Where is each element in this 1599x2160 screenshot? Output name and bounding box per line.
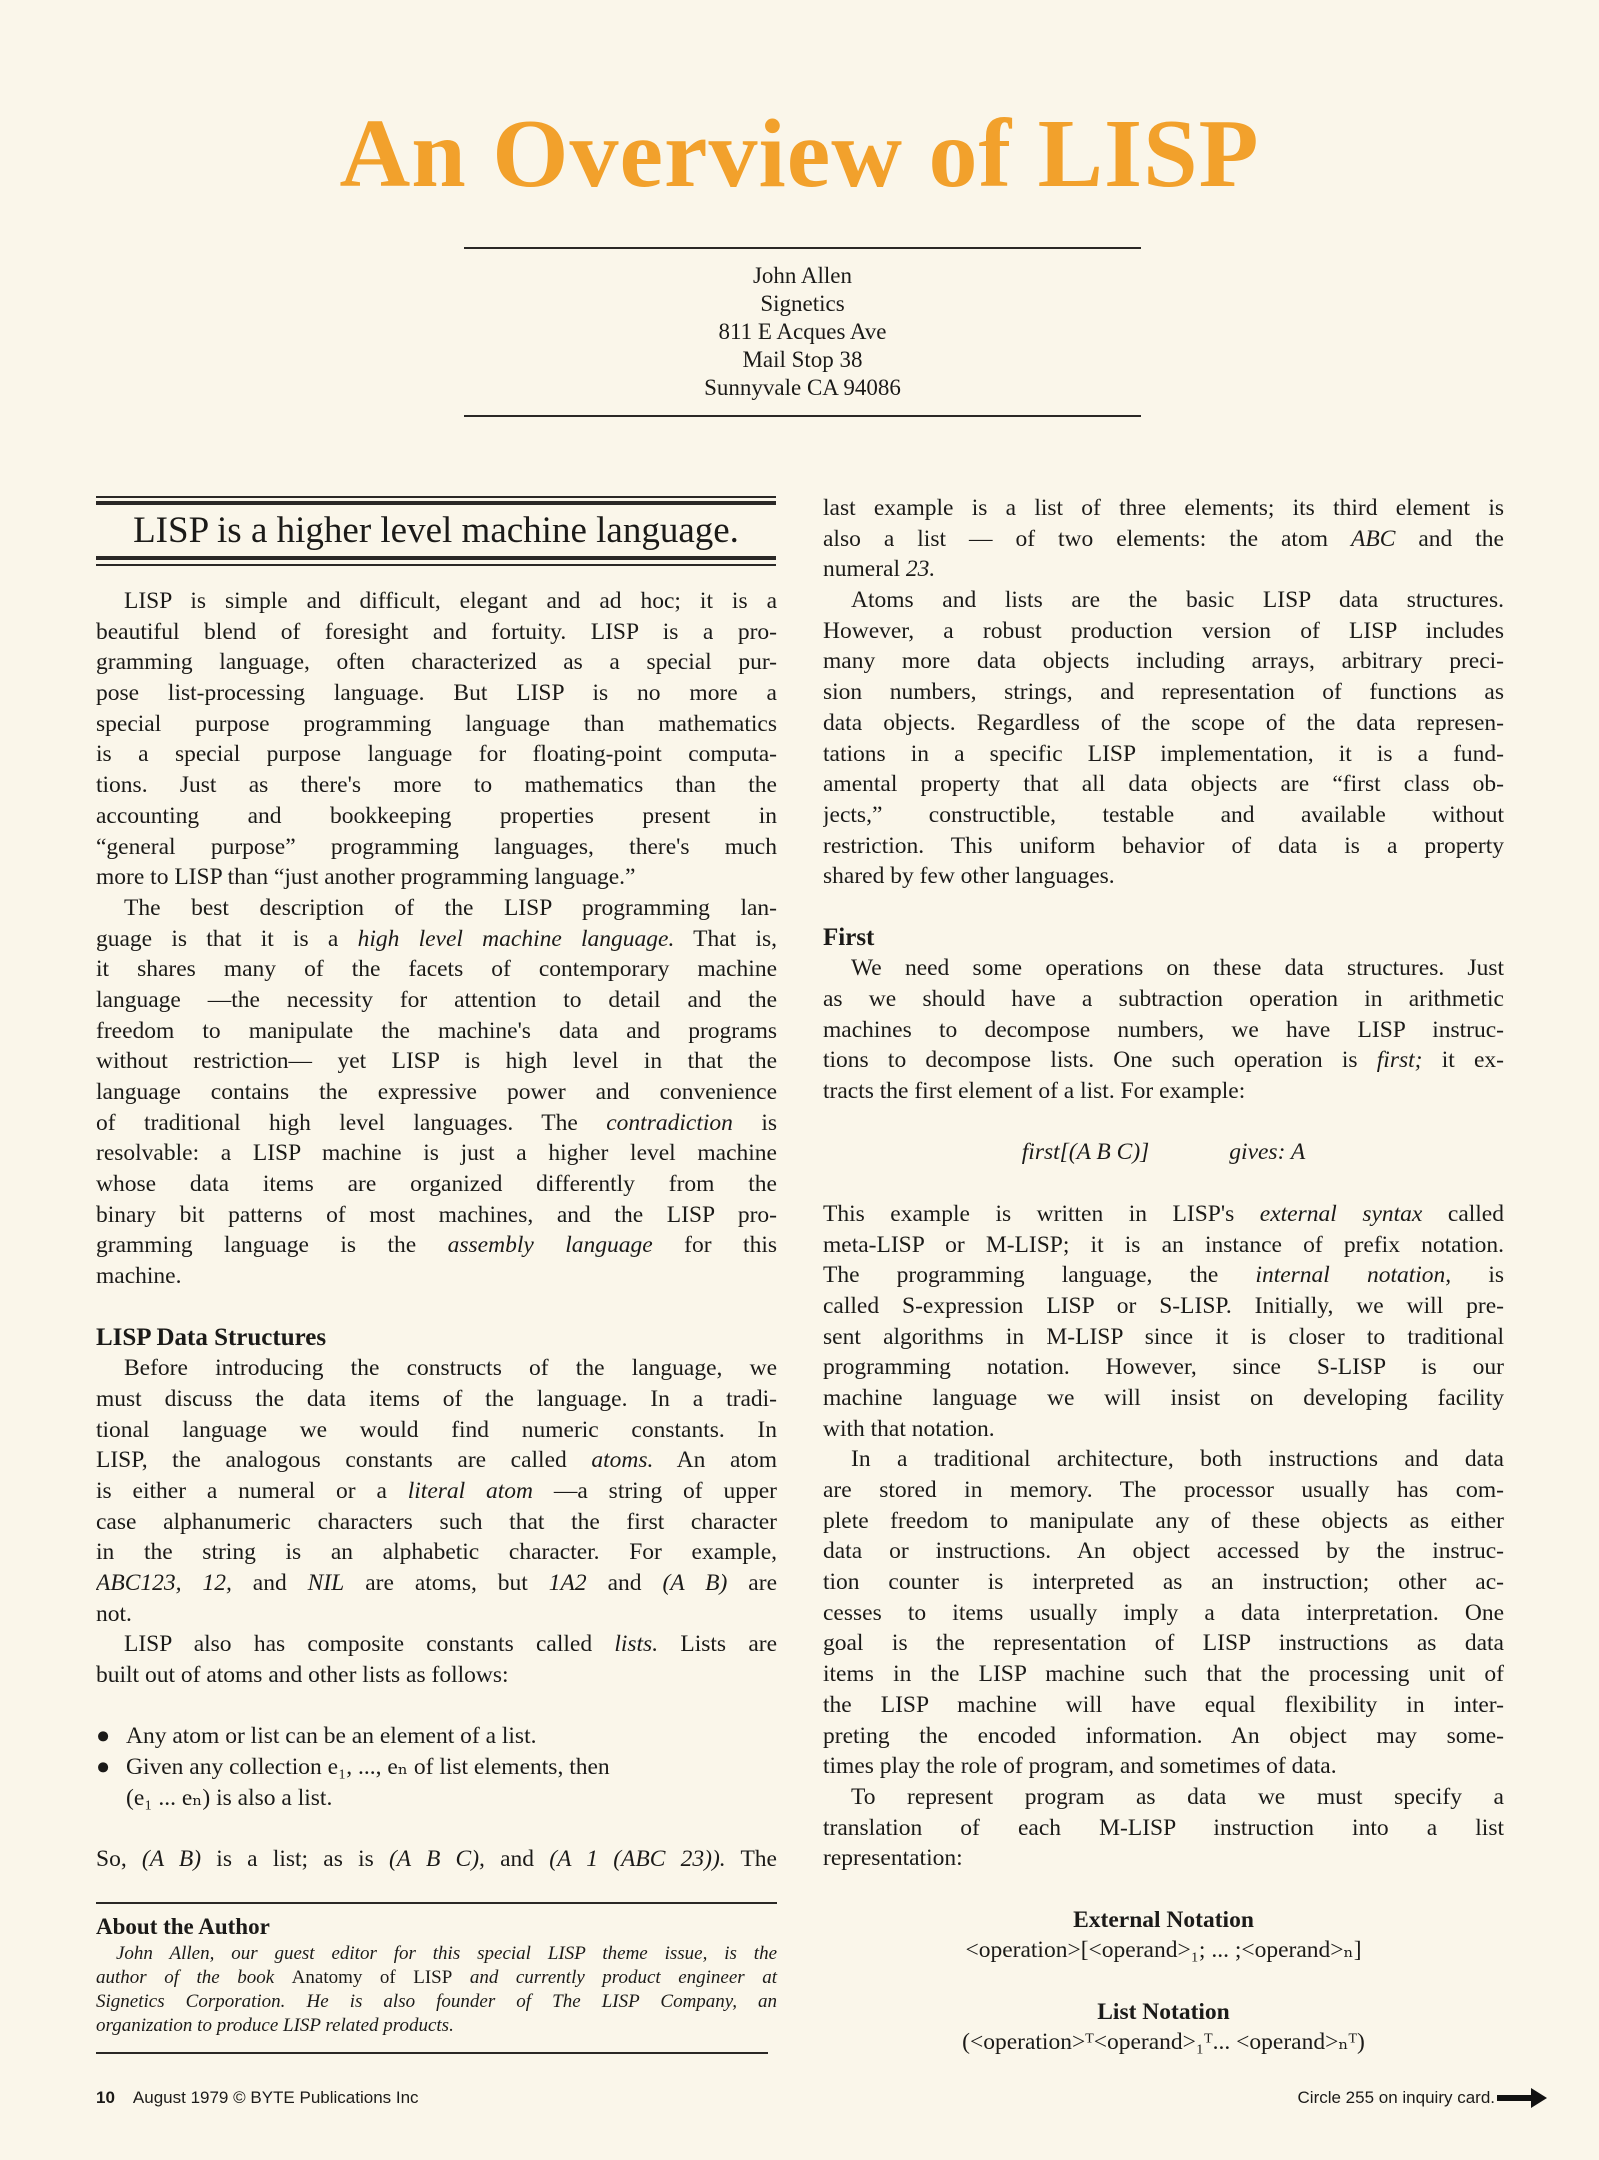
paragraph-line: The programming language, the internal notation, is [823,1262,1504,1289]
paragraph-line: the LISP machine will have equal flexibility in inter- [823,1691,1504,1718]
paragraph-line: cesses to items usually imply a data interpretation. One [823,1599,1504,1626]
paragraph-line: with that notation. [823,1415,995,1442]
paragraph-line: programming notation. However, since S-LISP is our [823,1354,1504,1381]
section-heading: First [823,923,875,951]
paragraph-line: sent algorithms in M-LISP since it is closer to traditional [823,1323,1504,1350]
paragraph-line: shared by few other languages. [823,863,1115,890]
paragraph-line: without restriction— yet LISP is high level in that the [96,1048,777,1075]
paragraph-line: translation of each M-LISP instruction into a list [823,1814,1504,1841]
spacer [823,1874,1504,1905]
paragraph-line: times play the role of program, and sometimes of data. [823,1753,1337,1780]
paragraph-line: also a list — of two elements: the atom ABC and the [823,525,1504,552]
paragraph-line: machine language we will insist on developing facility [823,1384,1504,1411]
headline-rule-bottom-thick [96,556,776,560]
paragraph-line: data or instructions. An object accessed by the instruc- [823,1538,1504,1565]
paragraph-line: not. [96,1600,132,1627]
left-column [96,586,777,1875]
article-title: An Overview of LISP [339,100,1260,208]
paragraph-line: in the string is an alphabetic character. For example, [96,1539,777,1566]
paragraph-line: beautiful blend of foresight and fortuity. LISP is a pro- [96,618,777,645]
paragraph-line: is either a numeral or a literal atom —a string of upper [96,1477,777,1504]
paragraph-line: machines to decompose numbers, we have LISP instruc- [823,1016,1504,1043]
paragraph-line: must discuss the data items of the language. In a tradi- [96,1385,777,1412]
footer-right [1298,2088,1533,2108]
notation-heading: External Notation [1073,1906,1254,1933]
paragraph-line: freedom to manipulate the machine's data and programs [96,1017,777,1044]
spacer [96,1691,777,1722]
divider [464,415,1141,417]
paragraph-line: gramming language is the assembly language for this [96,1232,777,1259]
bullet-item-line [96,1783,777,1814]
paragraph-line: machine. [96,1263,182,1290]
paragraph-line: sion numbers, strings, and representation of functions as [823,679,1504,706]
author-mailstop: Mail Stop 38 [742,347,863,372]
paragraph-line: tion counter is interpreted as an instruction; other ac- [823,1569,1504,1596]
paragraph-line: plete freedom to manipulate any of these objects as either [823,1507,1504,1534]
paragraph-line: pose list-processing language. But LISP is no more a [96,680,777,707]
paragraph-line: case alphanumeric characters such that the first character [96,1508,777,1535]
spacer [823,1168,1504,1199]
author-city: Sunnyvale CA 94086 [704,375,901,400]
paragraph-line: amental property that all data objects are “first class ob- [823,771,1504,798]
about-line: author of the book Anatomy of LISP and currently product engineer at [96,1967,777,1988]
paragraph-line: more to LISP than “just another programming language.” [96,864,636,891]
paragraph-line: binary bit patterns of most machines, and the LISP pro- [96,1201,777,1228]
about-heading: About the Author [96,1914,270,1939]
about-line: organization to produce LISP related products. [96,2015,454,2036]
paragraph-line: Atoms and lists are the basic LISP data structures. [851,587,1504,614]
divider [96,1902,777,1904]
paragraph-line: of traditional high level languages. The contradiction is [96,1109,777,1136]
example-formula [823,1137,1504,1168]
notation-heading: List Notation [1097,1998,1230,2025]
headline-rule-bottom [96,564,776,566]
paragraph-line: resolvable: a LISP machine is just a higher level machine [96,1140,777,1167]
spacer [823,1107,1504,1138]
spacer [823,892,1504,923]
author-company: Signetics [760,291,845,316]
headline-rule-top-thick [96,501,776,505]
paragraph-line: jects,” constructible, testable and available without [823,801,1504,828]
formula-part: first[(A B C)] [1021,1139,1150,1166]
paragraph-line: language —the necessity for attention to detail and the [96,986,777,1013]
paragraph-line: representation: [823,1845,963,1872]
paragraph-line: LISP is simple and difficult, elegant and ad hoc; it is a [124,588,777,614]
paragraph-line: ABC123, 12, and NIL are atoms, but 1A2 and (A B) are [96,1570,777,1596]
bullet-item-line [96,1752,777,1783]
author-name: John Allen [752,263,853,288]
paragraph-line: So, (A B) is a list; as is (A B C), and (A 1 (ABC 23)). The [96,1846,777,1873]
author-street: 811 E Acques Ave [718,319,887,344]
paragraph-line: language contains the expressive power and convenience [96,1079,777,1105]
section-heading: LISP Data Structures [96,1323,327,1351]
paragraph-line: We need some operations on these data structures. Just [851,955,1504,982]
paragraph-line: is a special purpose language for floating-point computa- [96,741,777,768]
paragraph-line: restriction. This uniform behavior of data is a property [823,832,1504,859]
paragraph-line: gramming language, often characterized as a special pur- [96,649,777,676]
spacer [823,1966,1504,1997]
paragraph-line: called S-expression LISP or S-LISP. Initially, we will pre- [823,1292,1504,1319]
paragraph-line: it shares many of the facets of contemporary machine [96,956,777,983]
paragraph-line: LISP also has composite constants called lists. Lists are [124,1631,777,1658]
paragraph-line: are stored in memory. The processor usually has com- [823,1477,1504,1503]
paragraph-line: guage is that it is a high level machine language. That is, [96,925,777,952]
paragraph-line: To represent program as data we must specify a [851,1783,1504,1810]
paragraph-line: whose data items are organized differently from the [96,1171,777,1198]
spacer [96,1292,777,1323]
paragraph-line: “general purpose” programming languages, there's much [96,833,777,860]
about-line: John Allen, our guest editor for this special LISP theme issue, is the [116,1943,777,1964]
paragraph-line: tations in a specific LISP implementation, it is a fund- [823,740,1504,767]
paragraph-line: many more data objects including arrays, arbitrary preci- [823,648,1504,675]
paragraph-line: tions. Just as there's more to mathematics than the [96,772,777,799]
bullet-item-line [96,1721,777,1752]
paragraph-line: Before introducing the constructs of the language, we [124,1355,777,1382]
paragraph-line: tracts the first element of a list. For example: [823,1078,1246,1105]
footer-left [96,2088,419,2108]
notation-formula: <operation>[<operand>₁; ... ;<operand>ₙ] [965,1937,1362,1964]
about-the-author [96,1902,777,2054]
bullet-text: Given any collection e₁, ..., eₙ of list elements, then [126,1754,610,1781]
page-number: 10 [96,2088,115,2107]
bullet-text: Any atom or list can be an element of a list. [126,1723,537,1750]
paragraph-line: last example is a list of three elements; its third element is [823,495,1504,521]
bullet-icon: ● [96,1754,111,1781]
paragraph-line: LISP, the analogous constants are called atoms. An atom [96,1447,777,1474]
paragraph-line: preting the encoded information. An object may some- [823,1722,1504,1749]
paragraph-line: data objects. Regardless of the scope of the data represen- [823,709,1504,736]
paragraph-line: In a traditional architecture, both instructions and data [851,1446,1504,1473]
inquiry-note: Circle 255 on inquiry card. [1297,2088,1495,2107]
publication-credit: August 1979 © BYTE Publications Inc [132,2088,419,2107]
headline: LISP is a higher level machine language. [133,510,739,551]
divider [464,247,1141,249]
paragraph-line: items in the LISP machine such that the processing unit of [823,1661,1504,1688]
paragraph-line: tional language we would find numeric constants. In [96,1416,777,1443]
headline-rule-top [96,496,776,498]
paragraph-line: numeral 23. [823,556,936,583]
paragraph-line: However, a robust production version of LISP includes [823,617,1504,644]
bullet-icon: ● [96,1723,111,1750]
about-line: Signetics Corporation. He is also founder of The LISP Company, an [96,1991,777,2012]
divider [96,2052,768,2054]
paragraph-line: The best description of the LISP programming lan- [124,894,777,921]
paragraph-line: as we should have a subtraction operation in arithmetic [823,986,1504,1012]
paragraph-line: This example is written in LISP's external syntax called [823,1200,1504,1227]
paragraph-line: built out of atoms and other lists as follows: [96,1662,509,1689]
paragraph-line: meta-LISP or M-LISP; it is an instance of prefix notation. [823,1231,1504,1258]
notation-formula: (<operation>ᵀ<operand>₁ᵀ... <operand>ₙᵀ) [962,2029,1365,2056]
bullet-text: (e₁ ... eₙ) is also a list. [126,1784,333,1811]
paragraph-line: tions to decompose lists. One such operation is first; it ex- [823,1047,1504,1074]
author-byline [464,262,1141,402]
arrow-right-icon [1497,2095,1533,2101]
paragraph-line: accounting and bookkeeping properties present in [96,802,777,829]
spacer [96,1814,777,1845]
formula-part: gives: A [1229,1139,1306,1166]
right-column [823,493,1504,2058]
paragraph-line: special purpose programming language than mathematics [96,710,777,737]
paragraph-line: goal is the representation of LISP instructions as data [823,1630,1504,1657]
